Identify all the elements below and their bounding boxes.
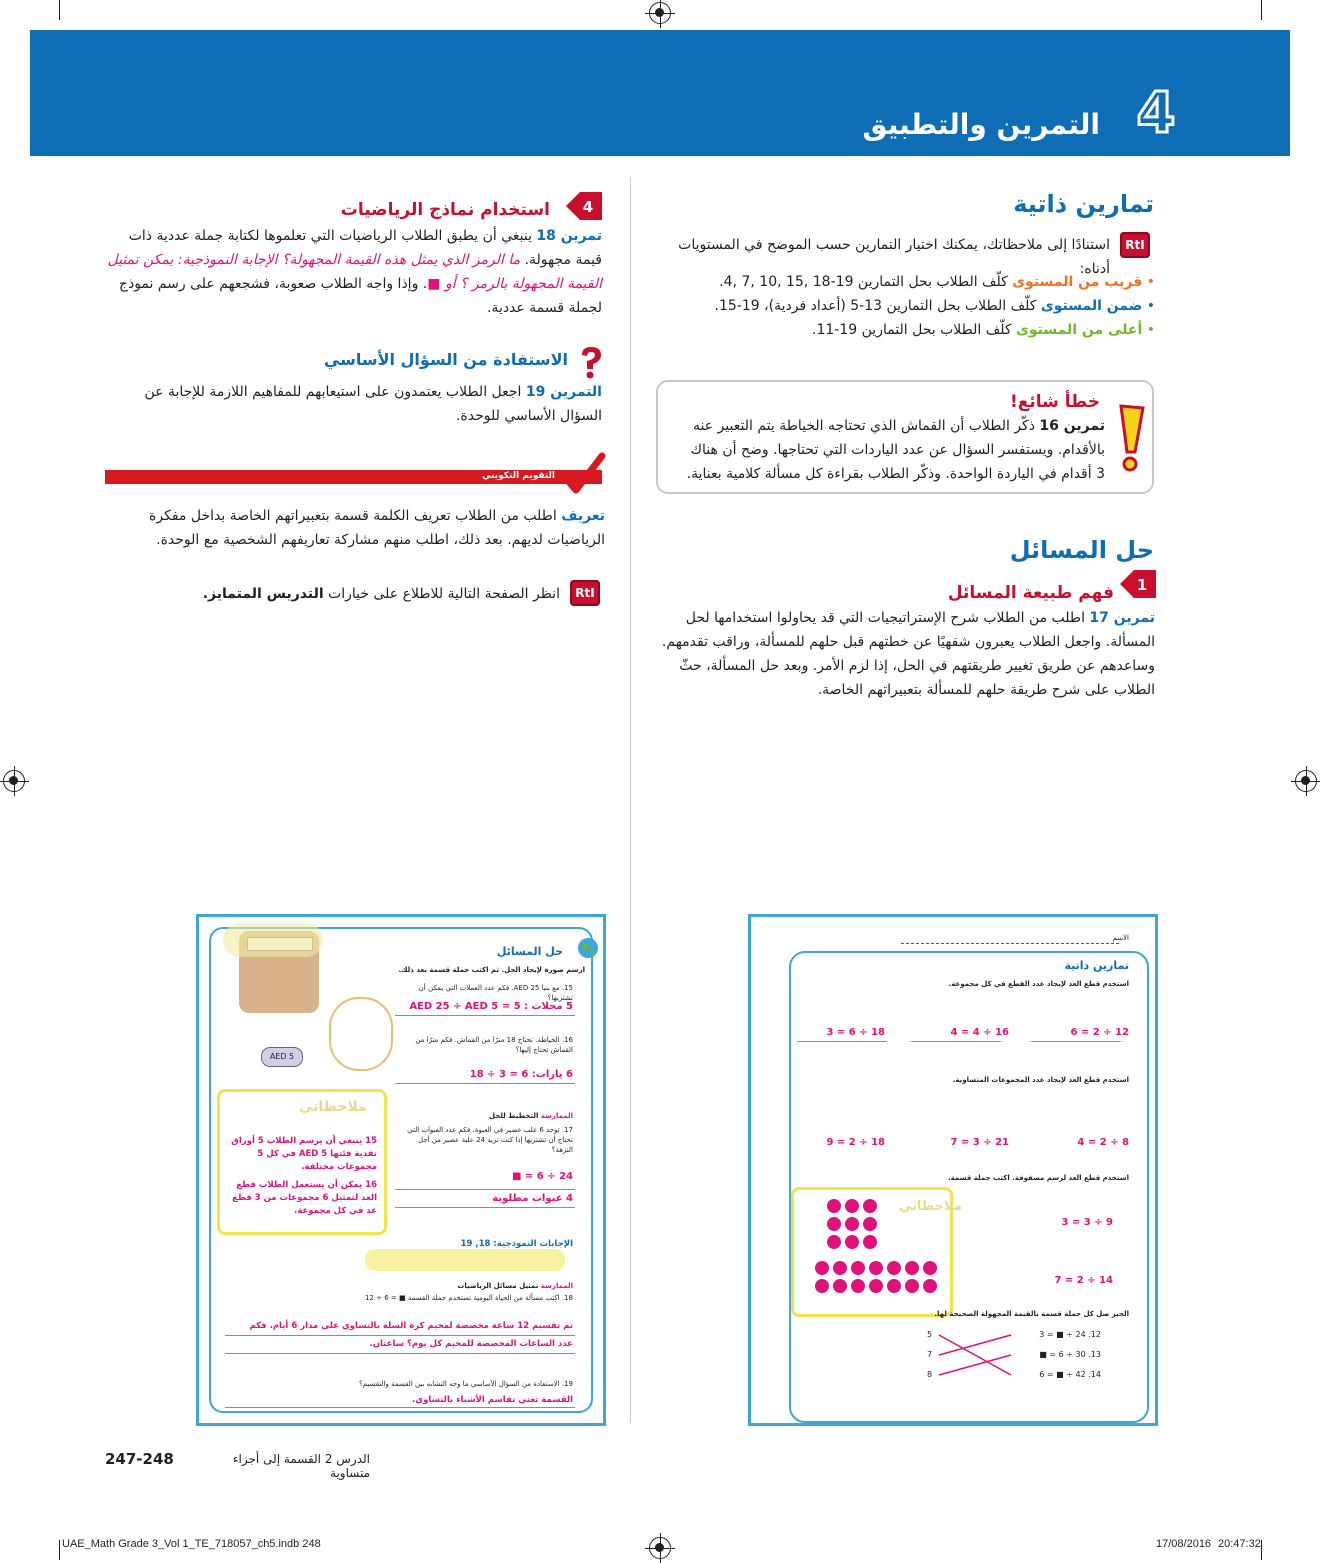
- registration-mark-icon: [3, 770, 25, 792]
- instr-4: الجبر صل كل جملة قسمة بالقيمة المجهولة الصحيحة لها.: [934, 1310, 1129, 1318]
- thumb-q18-header: الممارسة تمثيل مسائل الرياضيات: [457, 1282, 573, 1290]
- registration-mark-icon: [649, 1537, 671, 1559]
- file-name: UAE_Math Grade 3_Vol 1_TE_718057_ch5.indb 248: [62, 1538, 321, 1550]
- models-text: تمرين 18 ينبغي أن يطبق الطلاب الرياضيات التي تعلموها لكتابة جملة عددية ذات قيمة مجهولة. ما الرمز الذي يمثل هذه القيمة المجهولة؟ الإجابة النموذجية: يمكن تمثيل القيمة المجهولة بالرمز ؟ أو ■. وإذا واجه الطلاب صعوبة، فشجعهم على رسم نموذج لجملة قسمة عددية.: [107, 228, 602, 316]
- matching-lines: [937, 1327, 1013, 1387]
- problem-solving-text: تمرين 17 اطلب من الطلاب شرح الإستراتيجيات التي قد يحاولوا استخدامها لحل المسألة. واجعل الطلاب يعبرون شفهيًا عن خطتهم قبل حلهم للمسألة، وراقب تقدمهم. وساعدهم عن طريق تغيير طريقتهم في الحل، إذا لزم الأمر. وبعد حل المسألة، حثّ الطلاب على شرح طريقة حلهم للمسألة بتعبيراتهم الخاصة.: [661, 610, 1155, 698]
- thumb-q17: 17. توجد 6 علب عصير في العبوة. فكم عدد العبوات التي تحتاج أن تشتريها إذا كنت تريد 24 علبة عصير من أجل النزهة؟: [407, 1126, 573, 1154]
- formative-text: تعريف اطلب من الطلاب تعريف الكلمة قسمة بتعبيراتهم الخاصة بداخل مفكرة الرياضيات لديهم. بعد ذلك، اطلب منهم مشاركة تعاريفهم الشخصية مع الوحدة.: [149, 508, 605, 548]
- answer-line: [797, 1041, 887, 1042]
- p6-answer: 18 ÷ 6 = 3: [826, 1027, 885, 1038]
- student-page-thumbnail-right: [748, 914, 1158, 1426]
- dot-array-3x3: [827, 1199, 887, 1259]
- problem-solving-subtitle: فهم طبيعة المسائل: [947, 583, 1114, 603]
- match-right-list: 5 7 8: [927, 1330, 933, 1379]
- thumb-q16: 16. الخياطة. تحتاج 18 مترًا من القماش. فكم مترًا من القماش تحتاج إليها؟: [415, 1036, 573, 1054]
- crop-mark: [59, 0, 60, 20]
- common-error-title: خطأ شائع!: [1010, 392, 1100, 412]
- crop-mark: [1261, 0, 1262, 20]
- answer-line: [395, 1015, 575, 1016]
- instr-1: استخدم قطع العد لإيجاد عدد القطع في كل مجموعة.: [948, 980, 1129, 988]
- self-exercises-title: تمارين ذاتية: [1013, 190, 1154, 218]
- square-symbol-icon: ■: [427, 276, 441, 292]
- thumb-a18: تم تقسيم 12 ساعة مخصصة لمخيم كرة السلة بالتساوي على مدار 6 أيام. فكم عدد الساعات المخصصة للمخيم كل يوم؟ ساعتان.: [249, 1321, 573, 1349]
- thumb-left-instr: ارسم صورة لإيجاد الحل. ثم اكتب جملة قسمة بعد ذلك.: [398, 966, 585, 974]
- registration-mark-icon: [649, 2, 671, 24]
- p8-answer: 21 ÷ 3 = 7: [950, 1137, 1009, 1148]
- answer-line: [225, 1407, 575, 1408]
- answer-line: [225, 1353, 575, 1354]
- chapter-number: 4: [1136, 84, 1176, 140]
- chapter-number-icon: [1127, 84, 1185, 140]
- checkmark-icon: [560, 452, 606, 496]
- lesson-footer: الدرس 2 القسمة إلى أجزاء متساوية: [232, 1452, 370, 1480]
- thumb-q17-header: الممارسة التخطيط للحل: [489, 1112, 573, 1120]
- coin-label: AED 5: [261, 1047, 303, 1067]
- thumb-a17b: 4 عبوات مطلوبة: [492, 1193, 573, 1204]
- common-error-text: تمرين 16 ذكّر الطلاب أن القماش الذي تحتاجه الخياطة يتم التعبير عنه بالأقدام. ويستفسر السؤال عن عدد الياردات التي تحتاجها. وضح أن هناك 3 أقدام في الياردة الواحدة. وذكّر الطلاب بقراءة كل مسألة كلامية بعناية.: [686, 418, 1105, 482]
- exclamation-icon: [1115, 404, 1145, 474]
- problem-solving-title: حل المسائل: [1009, 536, 1154, 564]
- match-left-list: 12. 24 ÷ ■ = 3 13. 30 ÷ 6 = ■ 14. 42 ÷ ■ = 6: [1039, 1330, 1101, 1379]
- p4-answer: 12 ÷ 2 = 6: [1070, 1027, 1129, 1038]
- formative-banner-label: التقويم التكويني: [481, 471, 555, 481]
- svg-text:1: 1: [1136, 576, 1148, 594]
- registration-mark-icon: [1295, 770, 1317, 792]
- p9-answer: 18 ÷ 2 = 9: [826, 1137, 885, 1148]
- name-line: [901, 943, 1119, 945]
- p11-answer: 14 ÷ 2 = 7: [1054, 1275, 1113, 1286]
- thumb-a15: 5 محلات : 5 = AED 25 ÷ AED 5: [409, 1001, 573, 1012]
- thumb-q18: 18. اكتب مسألة من الحياة اليومية تستخدم جملة القسمة ■ = 6 ÷ 12: [364, 1294, 573, 1302]
- p7-answer: 8 ÷ 2 = 4: [1077, 1137, 1129, 1148]
- chapter-title: التمرين والتطبيق: [862, 108, 1100, 141]
- answer-line: [911, 1041, 1001, 1042]
- dot-array-2x7: [815, 1261, 945, 1301]
- rti-badge-icon: RtI: [570, 580, 600, 606]
- svg-text:4: 4: [582, 198, 594, 216]
- essential-subtitle: الاستفادة من السؤال الأساسي: [323, 350, 568, 369]
- crop-mark: [59, 1540, 60, 1560]
- rti-badge-icon: RtI: [1120, 232, 1150, 258]
- essential-text: التمرين 19 اجعل الطلاب يعتمدون على استيعابهم للمفاهيم اللازمة للإجابة عن السؤال الأساسي للوحدة.: [144, 384, 602, 424]
- arrow-badge-icon: [566, 192, 602, 220]
- notes-title: ملاحظاتي: [299, 1099, 367, 1115]
- thumb-q19: 19. الاستفادة من السؤال الأساسي ما وجه التشابه بين القسمة والتقسيم؟: [359, 1380, 573, 1388]
- page-range: 247-248: [105, 1450, 174, 1468]
- notes-title: ملاحظاتي: [899, 1199, 962, 1214]
- answer-line: [395, 1207, 575, 1208]
- hamster-glow: [223, 923, 323, 957]
- note-15: 15 ينبغي أن يرسم الطلاب 5 أوراق نقدية فئتها AED 5 في كل 5 مجموعات مختلفة.: [231, 1136, 377, 1172]
- arrow-badge-icon: [1120, 570, 1156, 598]
- crop-mark: [1261, 1540, 1262, 1560]
- thumb-left-title: حل المسائل: [496, 945, 563, 958]
- self-exercises-intro: استنادًا إلى ملاحظاتك، يمكنك اختيار التمارين حسب الموضح في المستويات أدناه:: [678, 237, 1110, 277]
- instr-2: استخدم قطع العد لإيجاد عدد المجموعات المتساوية.: [952, 1076, 1129, 1084]
- note-16: 16 يمكن أن يستعمل الطلاب قطع العد لتمثيل 6 مجموعات من 3 قطع عد في كل مجموعة.: [232, 1180, 377, 1216]
- highlight: [365, 1249, 565, 1271]
- model-answers: الإجابات النموذجية: 18, 19: [460, 1239, 573, 1249]
- wheel-image: [329, 997, 393, 1071]
- answer-line: [1031, 1041, 1121, 1042]
- print-date: 17/08/2016: [1156, 1538, 1212, 1550]
- answer-line: [395, 1189, 575, 1190]
- thumb-a19: القسمة تعني تقاسم الأشياء بالتساوي.: [412, 1395, 573, 1405]
- name-label: الاسم: [1112, 934, 1129, 942]
- p10-answer: 9 ÷ 3 = 3: [1061, 1217, 1113, 1228]
- thumb-a16: 6 يارات: 6 = 3 ÷ 18: [469, 1069, 573, 1080]
- chapter-header-band: [30, 30, 1290, 156]
- thumb-right-title: تمارين ذاتية: [1064, 959, 1129, 972]
- level-near: • قريب من المستوى كلّف الطلاب بحل التمارين 19-18 ,15 ,10 ,7 ,4.: [719, 274, 1155, 290]
- print-time: 20:47:32: [1218, 1538, 1261, 1550]
- answer-line: [395, 1083, 575, 1084]
- models-subtitle: استخدام نماذج الرياضيات: [340, 200, 550, 220]
- question-mark-icon: [578, 345, 604, 379]
- level-beyond: • أعلى من المستوى كلّف الطلاب بحل التمارين 19-11.: [812, 322, 1155, 338]
- answer-line: [225, 1335, 575, 1336]
- thumb-a17: 24 ÷ 6 = ■: [511, 1171, 573, 1182]
- p5-answer: 16 ÷ 4 = 4: [950, 1027, 1009, 1038]
- thumb-q15: 15. مع بنيا 25 AED. فكم عدد العملات التي يمكن أن تشتريها؟: [418, 984, 573, 1002]
- student-page-thumbnail-left: [196, 914, 606, 1426]
- level-on: • ضمن المستوى كلّف الطلاب بحل التمارين 13-5 (أعداد فردية)، 19-15.: [714, 298, 1155, 314]
- column-divider: [630, 178, 631, 1423]
- next-page-text: انظر الصفحة التالية للاطلاع على خيارات التدريس المتمايز.: [202, 586, 560, 602]
- globe-icon: [577, 937, 599, 959]
- instr-3: استخدم قطع العد لرسم مصفوفة. اكتب جملة قسمة.: [947, 1174, 1129, 1182]
